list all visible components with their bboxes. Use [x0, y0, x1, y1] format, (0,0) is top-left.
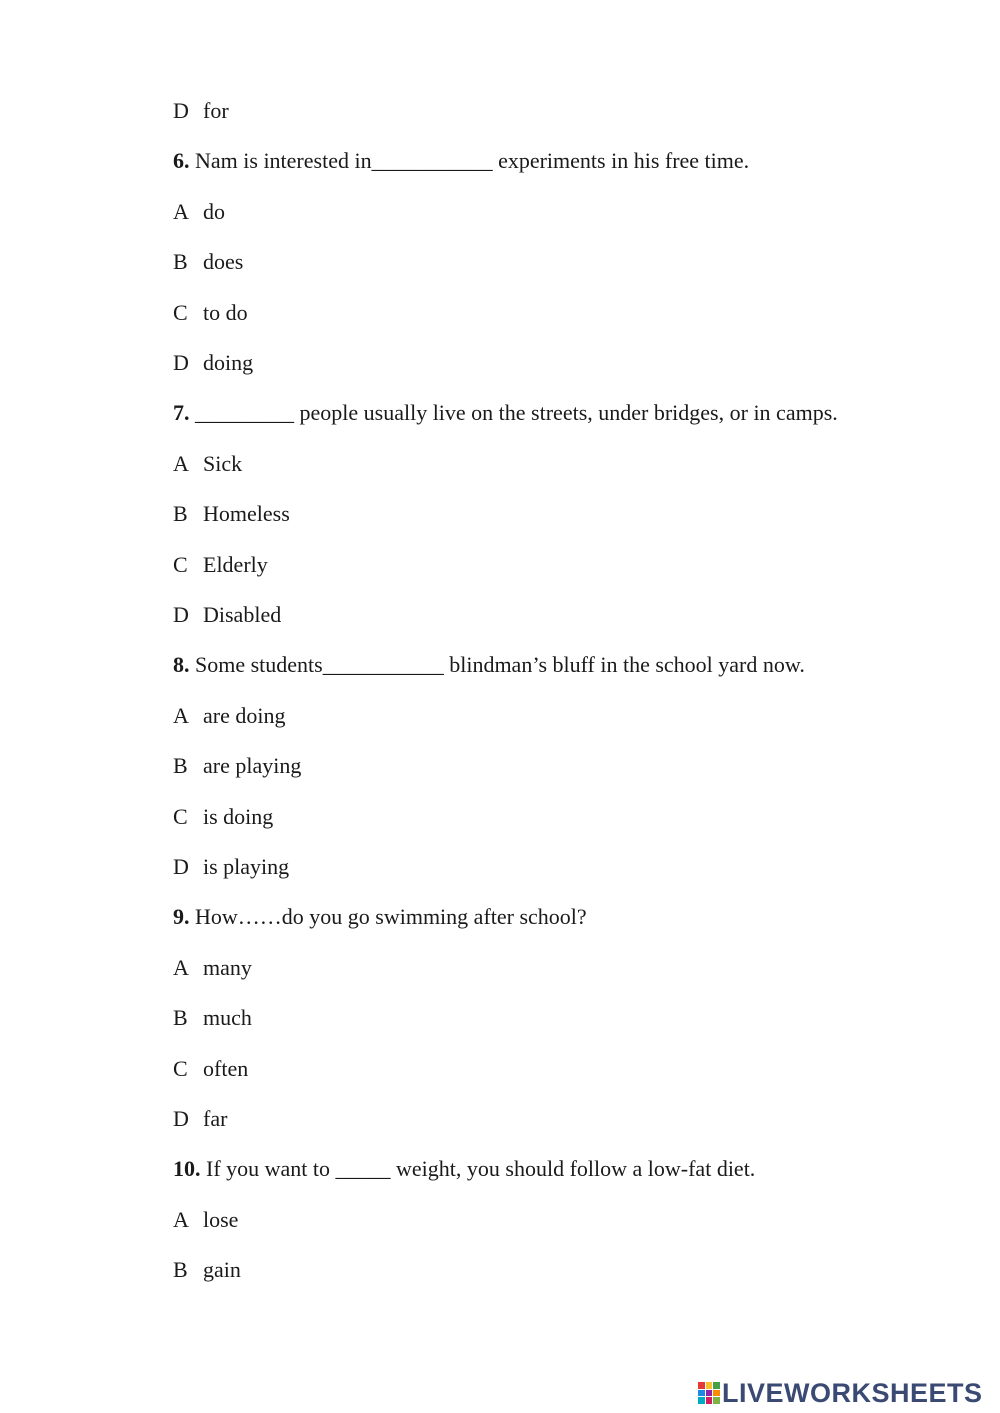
- option-letter: B: [173, 753, 188, 779]
- option-line: [173, 601, 281, 629]
- option-letter: B: [173, 501, 188, 527]
- option-text: many: [203, 954, 252, 980]
- option-letter: C: [173, 299, 188, 325]
- question-10: [173, 1155, 755, 1183]
- option-line: [173, 97, 229, 125]
- option-line: [173, 450, 242, 478]
- option-line: [173, 1105, 227, 1133]
- option-text: are playing: [203, 753, 302, 779]
- watermark-text: LIVEWORKSHEETS: [722, 1377, 983, 1408]
- question-6: [173, 147, 749, 175]
- option-letter: B: [173, 1257, 188, 1283]
- liveworksheets-logo-icon: [698, 1382, 720, 1404]
- option-text: doing: [203, 350, 254, 375]
- option-text: often: [203, 1055, 249, 1081]
- option-letter: A: [173, 702, 189, 728]
- option-line: [173, 1004, 252, 1032]
- option-letter: A: [173, 1206, 189, 1232]
- option-letter: C: [173, 803, 188, 829]
- option-text: Homeless: [203, 501, 290, 527]
- logo-square: [713, 1382, 720, 1389]
- logo-square: [713, 1390, 720, 1397]
- question-text: Some students___________ blindman’s bluff in the school yard now.: [195, 652, 805, 678]
- question-text: _________ people usually live on the streets, under bridges, or in camps.: [195, 400, 838, 426]
- option-letter: A: [173, 450, 189, 476]
- option-letter: D: [173, 1106, 189, 1131]
- option-text: far: [203, 1106, 228, 1131]
- logo-square: [706, 1397, 713, 1404]
- option-letter: D: [173, 98, 189, 123]
- option-text: do: [203, 198, 225, 224]
- option-letter: B: [173, 249, 188, 275]
- option-line: [173, 299, 248, 327]
- question-number: 7.: [173, 400, 190, 426]
- option-text: is playing: [203, 854, 290, 879]
- option-text: does: [203, 249, 244, 275]
- option-letter: C: [173, 1055, 188, 1081]
- option-letter: A: [173, 198, 189, 224]
- logo-square: [706, 1382, 713, 1389]
- question-number: 10.: [173, 1156, 201, 1182]
- option-text: Elderly: [203, 551, 268, 577]
- question-7: [173, 399, 838, 427]
- question-text: How……do you go swimming after school?: [195, 904, 587, 930]
- question-9: [173, 903, 587, 931]
- option-letter: B: [173, 1005, 188, 1031]
- logo-square: [698, 1390, 705, 1397]
- option-text: gain: [203, 1257, 241, 1283]
- option-line: [173, 1055, 248, 1083]
- option-text: to do: [203, 299, 248, 325]
- option-line: [173, 551, 268, 579]
- option-line: [173, 1256, 241, 1284]
- option-text: is doing: [203, 803, 274, 829]
- option-line: [173, 752, 301, 780]
- option-text: Disabled: [203, 602, 282, 627]
- liveworksheets-watermark: [698, 1378, 983, 1408]
- option-text: much: [203, 1005, 252, 1031]
- option-letter: D: [173, 602, 189, 627]
- option-letter: C: [173, 551, 188, 577]
- logo-square: [698, 1382, 705, 1389]
- option-letter: A: [173, 954, 189, 980]
- option-text: for: [203, 98, 229, 123]
- option-line: [173, 954, 252, 982]
- option-line: [173, 198, 225, 226]
- option-text: Sick: [203, 450, 243, 476]
- option-line: [173, 500, 290, 528]
- option-line: [173, 702, 285, 730]
- question-text: Nam is interested in___________ experiments in his free time.: [195, 148, 750, 174]
- option-line: [173, 853, 289, 881]
- option-line: [173, 349, 253, 377]
- option-letter: D: [173, 854, 189, 879]
- option-line: [173, 248, 243, 276]
- question-number: 6.: [173, 148, 190, 174]
- option-line: [173, 1206, 238, 1234]
- option-text: lose: [203, 1206, 239, 1232]
- option-letter: D: [173, 350, 189, 375]
- option-line: [173, 803, 273, 831]
- logo-square: [713, 1397, 720, 1404]
- option-text: are doing: [203, 702, 286, 728]
- logo-square: [698, 1397, 705, 1404]
- logo-square: [706, 1390, 713, 1397]
- question-8: [173, 651, 805, 679]
- question-text: If you want to _____ weight, you should follow a low-fat diet.: [206, 1156, 756, 1182]
- question-number: 9.: [173, 904, 190, 930]
- question-number: 8.: [173, 652, 190, 678]
